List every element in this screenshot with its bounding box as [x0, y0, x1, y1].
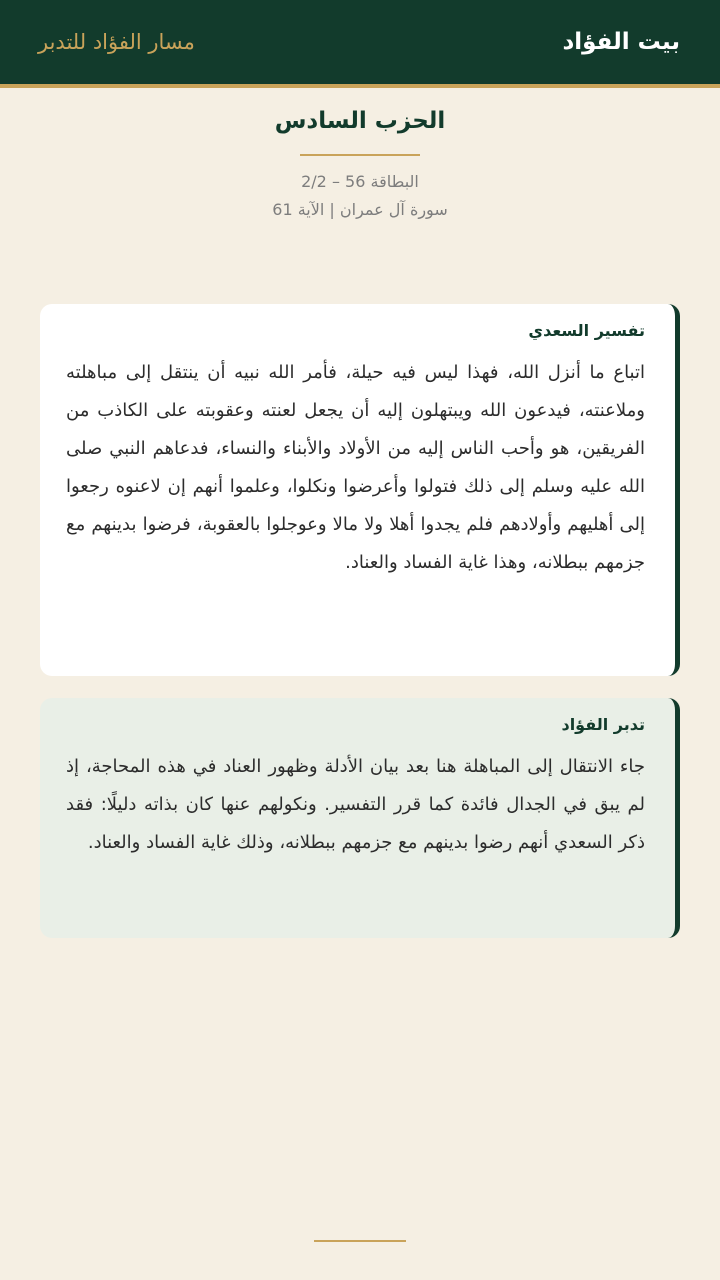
verse-reference: سورة آل عمران | الآية 61 — [272, 200, 448, 219]
tadabbur-path-link[interactable]: مسار الفؤاد للتدبر — [38, 30, 195, 54]
tafsir-text: اتباع ما أنزل الله، فهذا ليس فيه حيلة، فأمر الله نبيه أن ينتقل إلى مباهلته وملاعنته، فيدعون الله ويبتهلون إليه أن يجعل لعنته وعقوبته على الكاذب من الفريقين، هو وأحب الناس إليه من الأولاد والأبناء والنساء، فدعاهم النبي صلى الله عليه وسلم إلى ذلك فتولوا وأعرضوا ونكلوا، وعلموا أنهم إن لاعنوه رجعوا إلى أهليهم وأولادهم فلم يجدوا أهلا ولا مالا وعوجلوا بالعقوبة، فرضوا بدينهم مع جزمهم ببطلانه، وهذا غاية الفساد والعناد. — [66, 362, 645, 573]
tadabbur-text: جاء الانتقال إلى المباهلة هنا بعد بيان الأدلة وظهور العناد في هذه المحاجة، إذ لم يبق في الجدال فائدة كما قرر التفسير. ونكولهم عنها كان بذاته دليلًا: فقد ذكر السعدي أنهم رضوا بدينهم مع جزمهم ببطلانه، وذلك غاية الفساد والعناد. — [66, 756, 645, 853]
card-label: البطاقة 56 – — [331, 172, 419, 191]
card-fraction: 2/2 — [301, 172, 327, 191]
tadabbur-heading: تدبر الفؤاد — [561, 715, 645, 734]
tafsir-heading: تفسير السعدي — [528, 321, 645, 340]
tadabbur-card — [40, 698, 680, 938]
app-title: بيت الفؤاد — [562, 29, 680, 55]
tafsir-card — [40, 304, 680, 676]
card-number — [0, 170, 720, 194]
bottom-divider — [314, 1240, 406, 1242]
title-divider — [300, 154, 420, 156]
top-app-bar — [0, 0, 720, 88]
hizb-title: الحزب السادس — [274, 108, 446, 134]
